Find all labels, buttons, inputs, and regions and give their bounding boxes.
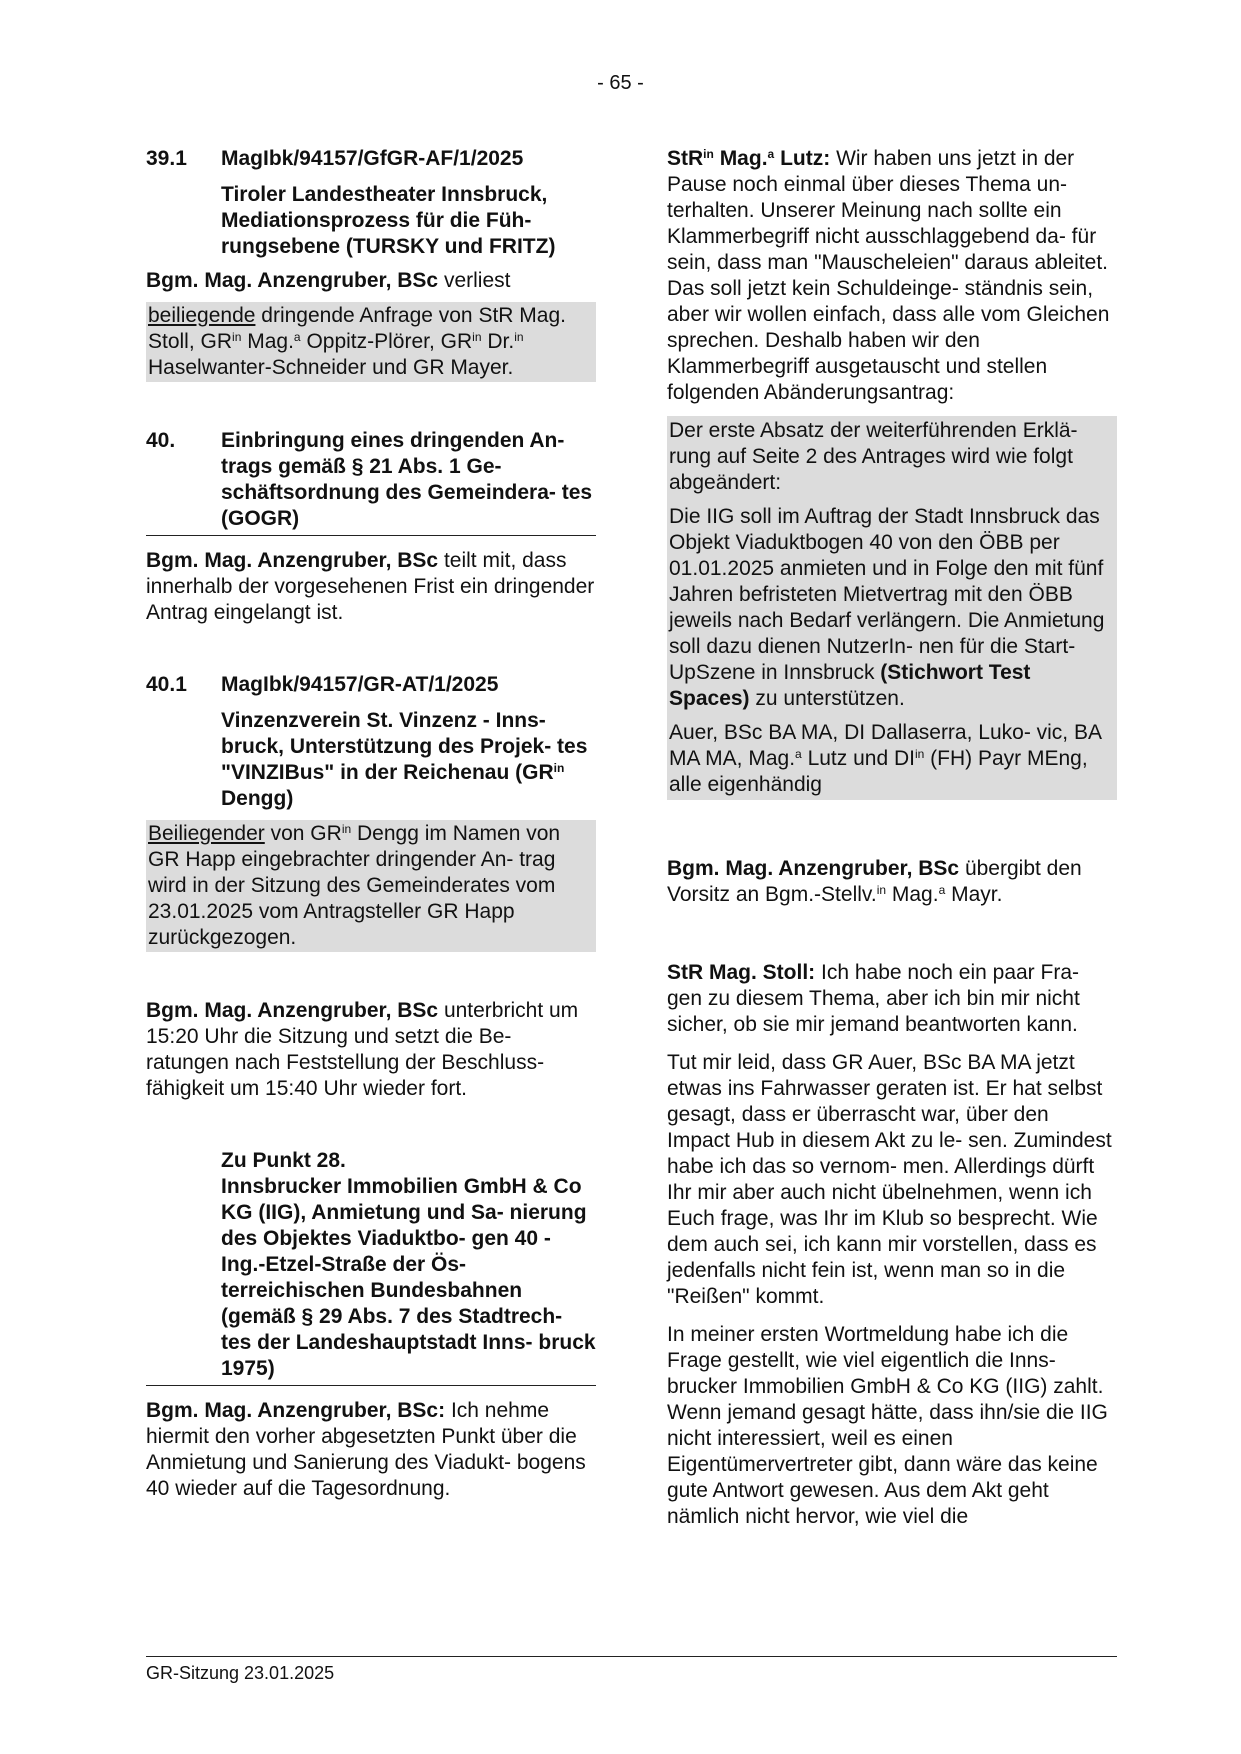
note-text: Oppitz-Plörer, GR [306, 330, 473, 353]
section-number: 40.1 [146, 673, 187, 696]
superscript: in [553, 761, 565, 775]
superscript: in [472, 330, 482, 344]
amendment-signatories [669, 720, 1113, 798]
section-title: Einbringung eines dringenden An- trags gemäß § 21 Abs. 1 Ge- schäftsordnung des Gemeindera- tes (GOGR) [221, 429, 593, 530]
superscript: in [876, 883, 887, 897]
footer-text: GR-Sitzung 23.01.2025 [146, 1663, 335, 1683]
section-number: 40. [146, 429, 176, 452]
signatories-text: Lutz und DI [807, 747, 915, 770]
amendment-bold: (Stichwort Test Spaces) [669, 661, 1031, 710]
speaker-part: Lutz: [780, 147, 831, 170]
paragraph-text: Mag. [891, 883, 939, 906]
speaker-part: StR [667, 147, 704, 170]
superscript: in [341, 822, 352, 836]
agenda-reference [146, 1148, 596, 1386]
paragraph-text: unterbricht um 15:20 Uhr die Sitzung und setzt die Be- ratungen nach Feststellung der Beschluss- fähigkeit um 15:40 Uhr wieder fort. [146, 999, 579, 1100]
section-code: MagIbk/94157/GfGR-AF/1/2025 [221, 147, 524, 170]
signatories-text: (FH) Payr MEng, alle eigenhändig [669, 747, 1088, 796]
superscript: in [514, 330, 524, 344]
speaker: Bgm. Mag. Anzengruber, BSc [667, 857, 960, 880]
section-title [146, 708, 596, 812]
section-40-1-heading [146, 672, 596, 698]
paragraph-text: teilt mit, dass innerhalb der vorgesehenen Frist ein dringender Antrag eingelangt ist. [146, 549, 595, 624]
paragraph: In meiner ersten Wortmeldung habe ich die Frage gestellt, wie viel eigentlich die Inns- brucker Immobilien GmbH & Co KG (IIG) zahlt. Wenn jemand gesagt hätte, dass ihn/sie die IIG nicht interessiert, weil es einen Eigentümervertreter gibt, dann wäre das keine gute Antwort gewesen. Aus dem Akt geht nämlich nicht hervor, wie viel die [667, 1323, 1108, 1528]
note-text: Dengg im Namen von GR Happ eingebrachter dringender An- trag wird in der Sitzung des Gemeinderates vom 23.01.2025 vom Antragsteller GR Happ zurückgezogen. [148, 822, 561, 949]
underlined-word: Beiliegender [148, 822, 265, 845]
title-text: Vinzenzverein St. Vinzenz - Inns- bruck, Unterstützung des Projek- tes "VINZIBus" in der Reichenau (GR [221, 709, 588, 784]
paragraph-text: verliest [443, 269, 511, 292]
right-column [667, 146, 1117, 1530]
superscript: a [767, 147, 775, 161]
agenda-line: Zu Punkt 28. [221, 1149, 346, 1172]
section-number: 39.1 [146, 147, 187, 170]
superscript: in [914, 747, 925, 761]
paragraph-text: Wir haben uns jetzt in der Pause noch einmal über dieses Thema un- terhalten. Unserer Meinung nach sollte ein Klammerbegriff nicht ausschlaggebend da- für sein, dass man "Mauscheleien" daraus ableitet. Das soll jetzt kein Schuldeinge- ständnis sein, aber wir wollen einfach, dass alle vom Gleichen sprechen. Deshalb haben wir den Klammerbegriff ausgetauscht und stellen folgenden Abänderungsantrag: [667, 147, 1110, 404]
amendment-text-part: zu unterstützen. [755, 687, 905, 710]
speaker: Bgm. Mag. Anzengruber, BSc [146, 999, 439, 1022]
paragraph [146, 548, 596, 626]
shaded-note [146, 820, 596, 952]
note-text: von GR [270, 822, 342, 845]
note-text: dringende Anfrage von StR Mag. Stoll, GR [148, 304, 566, 353]
paragraph [667, 146, 1117, 406]
amendment-intro: Der erste Absatz der weiterführenden Erklä- rung auf Seite 2 des Antrages wird wie folgt abgeändert: [669, 419, 1078, 494]
paragraph: Tut mir leid, dass GR Auer, BSc BA MA jetzt etwas ins Fahrwasser geraten ist. Er hat selbst gesagt, dass er überrascht war, über den Impact Hub in diesem Akt zu le- sen. Zumindest habe ich das so vernom- men. Allerdings dürft Ihr mir aber auch nicht übelnehmen, wenn ich Euch frage, was Ihr im Klub so besprecht. Wie dem auch sei, ich kann mir vorstellen, dass es jedenfalls nicht fein ist, wenn man so in die "Reißen" kommt. [667, 1051, 1112, 1308]
paragraph [146, 1398, 596, 1502]
speaker: Bgm. Mag. Anzengruber, BSc [146, 549, 439, 572]
section-code: MagIbk/94157/GR-AT/1/2025 [221, 673, 499, 696]
agenda-title: Innsbrucker Immobilien GmbH & Co KG (IIG), Anmietung und Sa- nierung des Objektes Viaduktbo- gen 40 - Ing.-Etzel-Straße der Ös- terreichischen Bundesbahnen (gemäß § 29 Abs. 7 des Stadtrech- tes der Landeshauptstadt Inns- bruck 1975) [221, 1175, 596, 1380]
paragraph [146, 998, 596, 1102]
amendment-text [669, 504, 1113, 712]
page-number: - 65 - [597, 72, 644, 94]
speaker-part: Mag. [719, 147, 768, 170]
amendment-box [667, 416, 1117, 800]
speaker [667, 147, 830, 170]
section-40-heading [146, 428, 596, 536]
paragraph-text: Ich habe noch ein paar Fra- gen zu diesem Thema, aber ich bin mir nicht sicher, ob sie mir jemand beantworten kann. [667, 961, 1080, 1036]
title-text: Dengg) [221, 787, 294, 810]
footer-rule [146, 1656, 1117, 1657]
speaker: Bgm. Mag. Anzengruber, BSc: [146, 1399, 446, 1422]
superscript: a [293, 330, 301, 344]
speaker: Bgm. Mag. Anzengruber, BSc [146, 269, 439, 292]
signatories-text: Auer, BSc BA MA, DI Dallaserra, Luko- vic, BA MA MA, Mag. [669, 721, 1101, 770]
note-text: Haselwanter-Schneider und GR Mayer. [148, 356, 514, 379]
underlined-word: beiliegende [148, 304, 256, 327]
shaded-note [146, 302, 596, 382]
section-39-1-heading [146, 146, 596, 172]
paragraph-text: Ich nehme hiermit den vorher abgesetzten Punkt über die Anmietung und Sanierung des Viadukt- bogens 40 wieder auf die Tagesordnung. [146, 1399, 586, 1500]
section-title: Tiroler Landestheater Innsbruck, Mediationsprozess für die Füh- rungsebene (TURSKY und FRITZ) [221, 183, 556, 258]
paragraph-text: Mayr. [951, 883, 1003, 906]
superscript: a [938, 883, 946, 897]
speaker: StR Mag. Stoll: [667, 961, 816, 984]
note-text: Dr. [487, 330, 515, 353]
paragraph [667, 960, 1117, 1038]
amendment-text-part: Die IIG soll im Auftrag der Stadt Innsbruck das Objekt Viaduktbogen 40 von den ÖBB per 01.01.2025 anmieten und in Folge den mit fünf Jahren befristeten Mietvertrag mit den ÖBB jeweils nach Bedarf verlängern. Die Anmietung soll dazu dienen NutzerIn- nen für die Start-UpSzene in Innsbruck [669, 505, 1105, 684]
superscript: in [703, 147, 714, 161]
superscript: a [795, 747, 802, 761]
paragraph [667, 856, 1117, 908]
superscript: in [232, 330, 242, 344]
paragraph [146, 268, 596, 294]
left-column [146, 146, 596, 1502]
paragraph-text: übergibt den Vorsitz an Bgm.-Stellv. [667, 857, 1082, 906]
note-text: Mag. [247, 330, 294, 353]
